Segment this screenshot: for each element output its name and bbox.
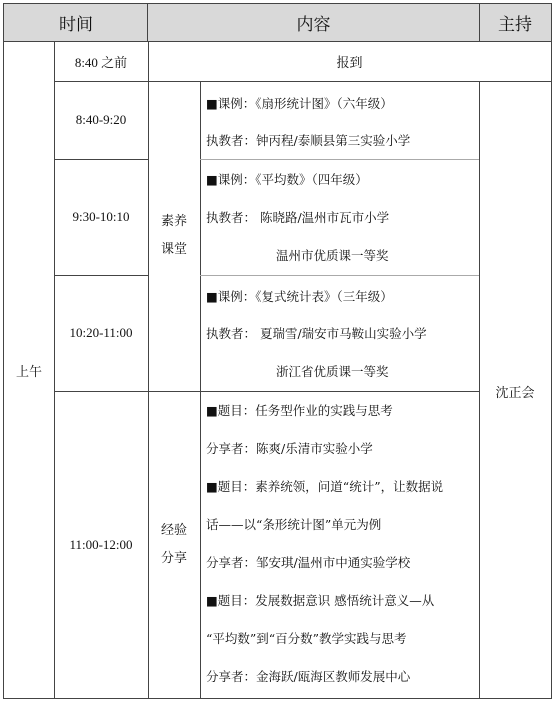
category-sharing-line1: 经验 (160, 523, 187, 538)
lesson2-line2: 执教者： 陈晓路/温州市瓦市小学 (206, 210, 390, 225)
time-lesson2: 9:30-10:10 (72, 209, 130, 224)
lesson2-line1: ■课例：《平均数》（四年级） (206, 172, 368, 187)
host-name: 沈正会 (495, 385, 535, 401)
share-line1: ■题目：任务型作业的实践与思考 (206, 403, 393, 418)
share-line8: 分享者：金海跃/瓯海区教师发展中心 (206, 669, 411, 684)
time-share: 11:00-12:00 (69, 537, 133, 552)
lesson2-line3: 温州市优质课一等奖 (276, 248, 389, 263)
category-sharing-line2: 分享 (160, 551, 187, 566)
header-time: 时间 (4, 3, 148, 41)
share-line2: 分享者：陈爽/乐清市实验小学 (206, 441, 373, 456)
share-line3: ■题目：素养统领，问道“统计”，让数据说 (206, 479, 444, 494)
time-lesson1: 8:40-9:20 (75, 112, 127, 127)
category-classroom-line2: 课堂 (160, 242, 187, 257)
checkin-text: 报到 (336, 55, 363, 71)
lesson3-line2: 执教者： 夏瑞雪/瑞安市马鞍山实验小学 (206, 326, 427, 341)
share-line5: 分享者：邹安琪/温州市中通实验学校 (206, 555, 411, 570)
share-line4: 话——以“条形统计图”单元为例 (206, 517, 382, 532)
time-lesson3: 10:20-11:00 (69, 325, 133, 340)
lesson3-line1: ■课例：《复式统计表》（三年级） (206, 289, 393, 304)
session-label: 上午 (15, 364, 42, 380)
time-checkin: 8:40 之前 (74, 54, 128, 70)
category-classroom-line1: 素养 (160, 214, 187, 229)
category-classroom (148, 81, 200, 391)
header-host: 主持 (479, 3, 551, 41)
category-sharing (148, 391, 200, 699)
header-content: 内容 (148, 3, 479, 41)
share-line7: “平均数”到“百分数”教学实践与思考 (206, 631, 407, 646)
share-line6: ■题目：发展数据意识 感悟统计意义—从 (206, 593, 435, 608)
lesson1-line2: 执教者：钟丙程/泰顺县第三实验小学 (206, 133, 411, 148)
lesson1-line1: ■课例：《扇形统计图》（六年级） (206, 96, 393, 111)
lesson3-line3: 浙江省优质课一等奖 (276, 364, 389, 379)
